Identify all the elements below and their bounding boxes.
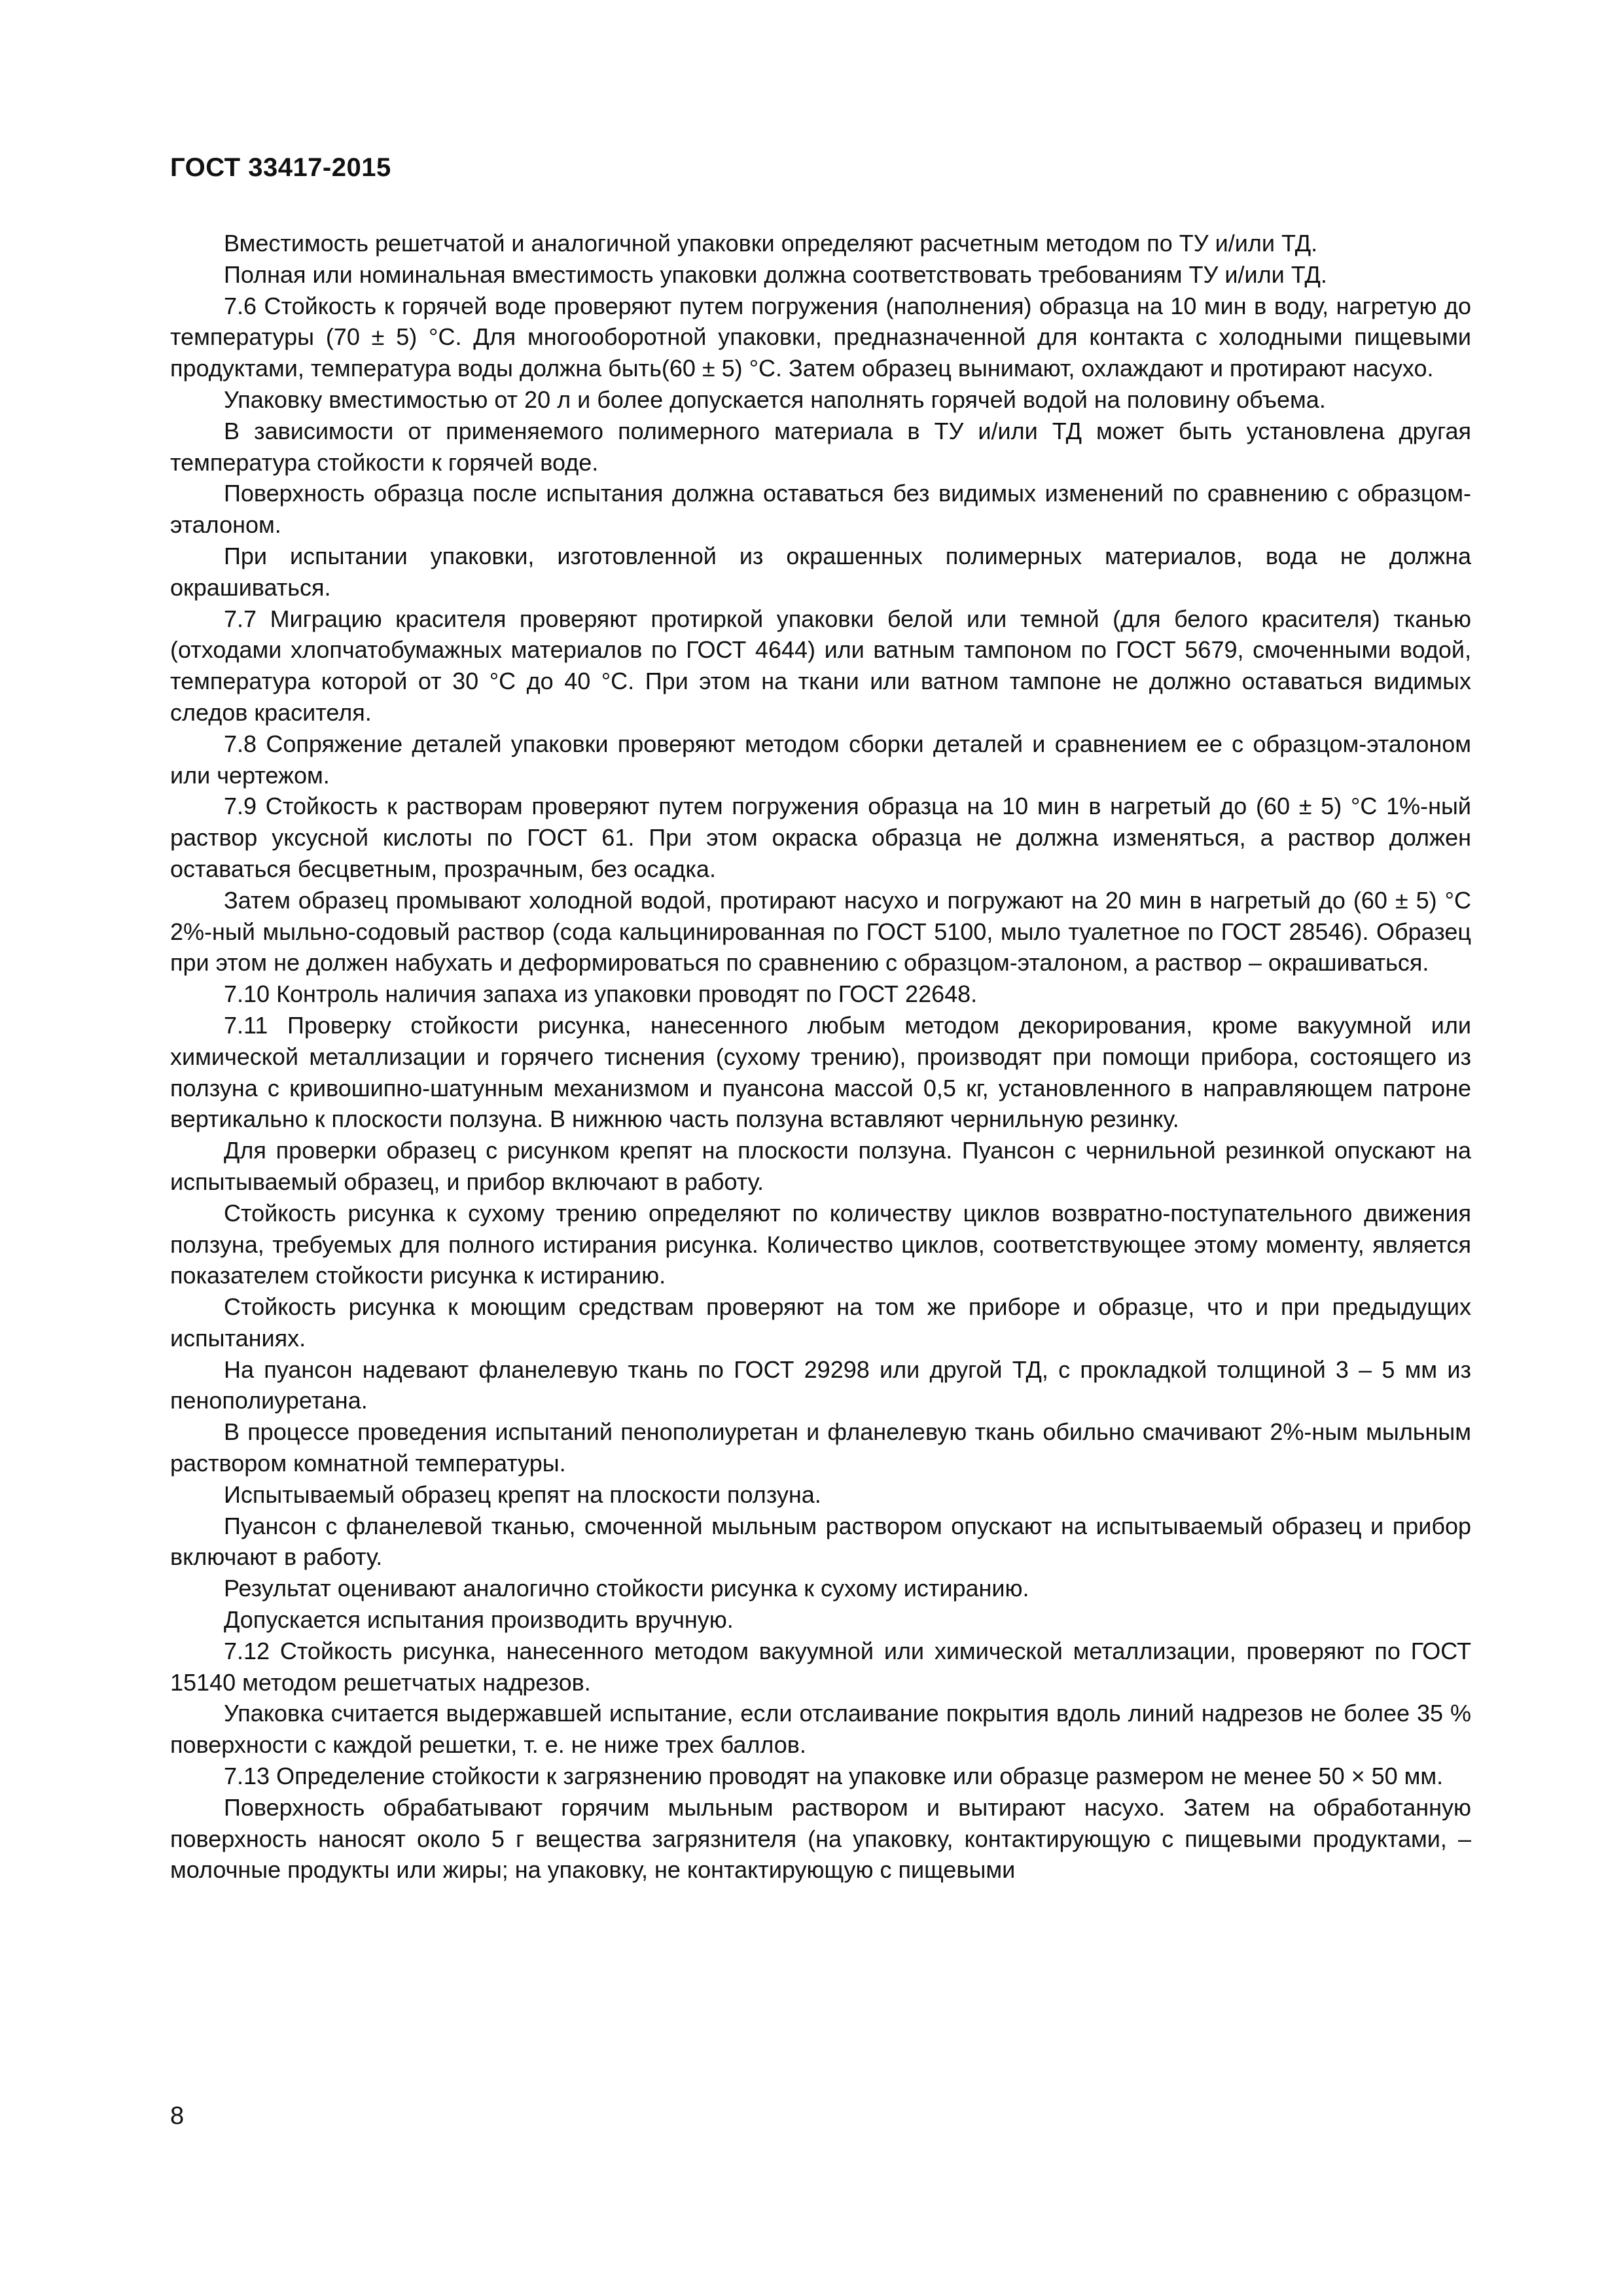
paragraph: На пуансон надевают фланелевую ткань по ГОСТ 29298 или другой ТД, с прокладкой толщиной 3 – 5 мм из пенополиуретана. — [170, 1355, 1471, 1414]
paragraph: Упаковку вместимостью от 20 л и более допускается наполнять горячей водой на половину объема. — [224, 386, 1326, 413]
paragraph: 7.12 Стойкость рисунка, нанесенного методом вакуумной или химической металлизации, проверяют по ГОСТ 15140 методом решетчатых надрезов. — [170, 1637, 1471, 1696]
paragraph: В зависимости от применяемого полимерного материала в ТУ и/или ТД может быть установлена другая температура стойкости к горячей воде. — [170, 417, 1471, 476]
paragraph: Затем образец промывают холодной водой, протирают насухо и погружают на 20 мин в нагретый до (60 ± 5) °С 2%-ный мыльно-содовый раствор (сода кальцинированная по ГОСТ 5100, мыло туалетное по ГОСТ 28546). Образец при этом не должен набухать и деформироваться по сравнению с образцом-эталоном, а раствор – окрашиваться. — [170, 886, 1471, 977]
paragraph: При испытании упаковки, изготовленной из окрашенных полимерных материалов, вода не должна окрашиваться. — [170, 542, 1471, 601]
paragraph: Полная или номинальная вместимость упаковки должна соответствовать требованиям ТУ и/или ТД. — [224, 260, 1327, 288]
paragraph: Испытываемый образец крепят на плоскости ползуна. — [224, 1480, 821, 1508]
paragraph: Результат оценивают аналогично стойкости рисунка к сухому истиранию. — [224, 1575, 1029, 1602]
paragraph: 7.11 Проверку стойкости рисунка, нанесенного любым методом декорирования, кроме вакуумной или химической металлизации и горячего тиснения (сухому трению), производят при помощи прибора, состоящего из ползуна с кривошипно-шатунным механизмом и пуансона массой 0,5 кг, установленного в направляющем патроне вертикально к плоскости ползуна. В нижнюю часть ползуна вставляют чернильную резинку. — [170, 1011, 1471, 1133]
document-header: ГОСТ 33417-2015 — [170, 153, 391, 182]
paragraph: 7.7 Миграцию красителя проверяют протиркой упаковки белой или темной (для белого красителя) тканью (отходами хлопчатобумажных материалов по ГОСТ 4644) или ватным тампоном по ГОСТ 5679, смоченными водой, температура которой от 30 °С до 40 °С. При этом на ткани или ватном тампоне не должно оставаться видимых следов красителя. — [170, 605, 1471, 726]
paragraph: 7.8 Сопряжение деталей упаковки проверяют методом сборки деталей и сравнением ее с образцом-эталоном или чертежом. — [170, 730, 1471, 789]
paragraph: В процессе проведения испытаний пенополиуретан и фланелевую ткань обильно смачивают 2%-ным мыльным раствором комнатной температуры. — [170, 1418, 1471, 1477]
paragraph: Допускается испытания производить вручную. — [224, 1606, 734, 1634]
paragraph: Стойкость рисунка к моющим средствам проверяют на том же приборе и образце, что и при предыдущих испытаниях. — [170, 1293, 1471, 1352]
paragraph: Вместимость решетчатой и аналогичной упаковки определяют расчетным методом по ТУ и/или ТД. — [224, 230, 1318, 257]
paragraph: Для проверки образец с рисунком крепят на плоскости ползуна. Пуансон с чернильной резинкой опускают на испытываемый образец, и прибор включают в работу. — [170, 1137, 1471, 1195]
paragraph: Поверхность обрабатывают горячим мыльным раствором и вытирают насухо. Затем на обработанную поверхность наносят около 5 г вещества загрязнителя (на упаковку, контактирующую с пищевыми продуктами, – молочные продукты или жиры; на упаковку, не контактирующую с пищевыми — [170, 1793, 1471, 1884]
paragraph: 7.10 Контроль наличия запаха из упаковки проводят по ГОСТ 22648. — [224, 980, 978, 1008]
document-body — [170, 228, 1471, 1886]
paragraph: 7.6 Стойкость к горячей воде проверяют путем погружения (наполнения) образца на 10 мин в воду, нагретую до температуры (70 ± 5) °С. Для многооборотной упаковки, предназначенной для контакта с холодными пищевыми продуктами, температура воды должна быть(60 ± 5) °С. Затем образец вынимают, охлаждают и протирают насухо. — [170, 292, 1471, 382]
paragraph: Упаковка считается выдержавшей испытание, если отслаивание покрытия вдоль линий надрезов не более 35 % поверхности с каждой решетки, т. е. не ниже трех баллов. — [170, 1700, 1471, 1759]
paragraph: Стойкость рисунка к сухому трению определяют по количеству циклов возвратно-поступательного движения ползуна, требуемых для полного истирания рисунка. Количество циклов, соответствующее этому моменту, является показателем стойкости рисунка к истиранию. — [170, 1199, 1471, 1289]
paragraph: Пуансон с фланелевой тканью, смоченной мыльным раствором опускают на испытываемый образец и прибор включают в работу. — [170, 1512, 1471, 1571]
paragraph: 7.13 Определение стойкости к загрязнению проводят на упаковке или образце размером не менее 50 × 50 мм. — [224, 1763, 1444, 1790]
page-number: 8 — [170, 2102, 185, 2130]
paragraph: Поверхность образца после испытания должна оставаться без видимых изменений по сравнению с образцом-эталоном. — [170, 480, 1471, 539]
paragraph: 7.9 Стойкость к растворам проверяют путем погружения образца на 10 мин в нагретый до (60 ± 5) °С 1%-ный раствор уксусной кислоты по ГОСТ 61. При этом окраска образца не должна изменяться, а раствор должен оставаться бесцветным, прозрачным, без осадка. — [170, 793, 1471, 882]
